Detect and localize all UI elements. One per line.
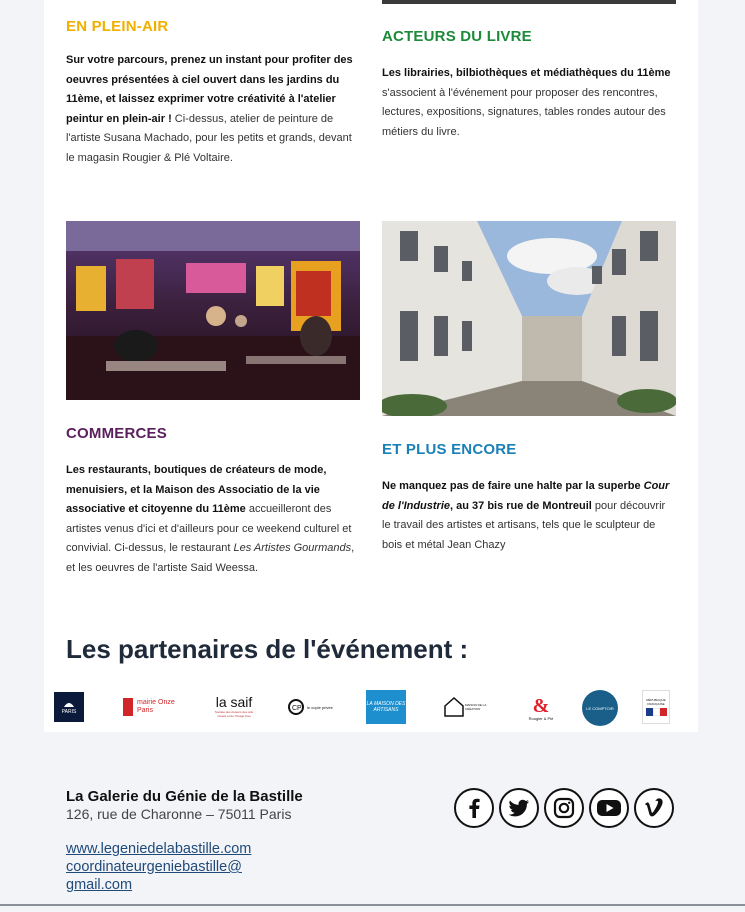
section-text-commerces [66, 461, 360, 578]
section-plus-encore [382, 441, 676, 555]
section-bold-commerces: Les restaurants, boutiques de créateurs de mode, menuisiers, et la Maison des Associatio de la vie associative et citoyenne du 11ème [66, 464, 327, 515]
paris-logo[interactable]: PARIS [54, 692, 84, 722]
footer-gallery-name: La Galerie du Génie de la Bastille [66, 788, 303, 805]
section-acteurs-du-livre [382, 28, 676, 142]
section-title-plein-air: EN PLEIN-AIR [66, 18, 169, 35]
footer-divider [0, 904, 745, 906]
section-body-commerces-end: , et les oeuvres de l'artiste Said Weessa. [66, 542, 355, 574]
footer-address: 126, rue de Charonne – 75011 Paris [66, 806, 292, 822]
maison-artisans-logo[interactable]: LA MAISON DES ARTISANS [366, 690, 406, 724]
youtube-icon [596, 798, 622, 818]
twitter-button[interactable] [499, 788, 539, 828]
section-bold-italic-plus-encore: Cour de l'Industrie [382, 480, 670, 512]
footer-website-link[interactable]: www.legeniedelabastille.com [66, 841, 252, 857]
restaurant-photo [66, 221, 360, 400]
republique-francaise-logo[interactable]: RÉPUBLIQUE FRANÇAISE [642, 690, 670, 724]
partner-logos [52, 688, 682, 728]
rougier-ple-logo[interactable]: & Rougier & Plé [528, 694, 554, 721]
cp-logo[interactable]: CP le cople privée [284, 698, 342, 716]
comptoir-logo[interactable]: LE COMPTOIR [582, 690, 618, 726]
section-title-plus-encore: ET PLUS ENCORE [382, 441, 517, 458]
section-title-commerces: COMMERCES [66, 425, 167, 442]
footer-email-link-continued[interactable]: gmail.com [66, 877, 133, 893]
section-body-plein-air: Ci-dessus, atelier de peinture de l'artiste Susana Machado, pour les petits et grands, devant le magasin Rougier & Plé Voltaire. [66, 112, 352, 164]
section-body-commerces: accueilleront des artistes venus d'ici et d'ailleurs pour ce weekend culturel et convivial. Ci-dessus, le restaurant [66, 503, 352, 554]
vimeo-icon [643, 798, 665, 818]
section-body-acteurs-du-livre: s'associent à l'événement pour proposer des rencontres, lectures, expositions, signatures, tables rondes autour des métiers du livre. [382, 86, 666, 138]
svg-text:CP: CP [292, 705, 302, 712]
instagram-button[interactable] [544, 788, 584, 828]
section-italic-commerces: Les Artistes Gourmands [233, 542, 352, 554]
maison-creation-logo[interactable]: MAISON DE LA CRÉATION [442, 694, 502, 720]
section-plein-air [66, 18, 360, 168]
section-text-plein-air [66, 51, 360, 168]
section-text-acteurs-du-livre [382, 64, 676, 142]
image-strip-top [382, 0, 676, 4]
section-commerces [66, 425, 360, 578]
section-bold-plus-encore: Ne manquez pas de faire une halte par la superbe [382, 480, 644, 492]
youtube-button[interactable] [589, 788, 629, 828]
vimeo-button[interactable] [634, 788, 674, 828]
section-text-plus-encore [382, 477, 676, 555]
section-bold-plus-encore-2: , au 37 bis rue de Montreuil [450, 499, 592, 512]
footer-email-link[interactable]: coordinateurgeniebastille@ [66, 859, 242, 875]
instagram-icon [553, 797, 575, 819]
courtyard-photo [382, 221, 676, 416]
house-icon [443, 696, 465, 718]
section-bold-acteurs-du-livre: Les librairies, bilbiothèques et médiathèques du 11ème [382, 67, 671, 79]
mairie-onze-logo[interactable]: mairie Onze Paris [120, 696, 184, 718]
twitter-icon [508, 799, 530, 817]
facebook-icon [465, 797, 483, 819]
cp-icon [287, 698, 305, 716]
section-title-acteurs-du-livre: ACTEURS DU LIVRE [382, 28, 532, 45]
ampersand-icon: & [532, 694, 550, 717]
mairie-onze-mark [123, 698, 133, 716]
facebook-button[interactable] [454, 788, 494, 828]
saif-logo[interactable]: la saif Société des Auteurs des arts visuels et de l'Image Fixe [214, 694, 254, 718]
french-flag-icon [646, 708, 667, 716]
section-body-plus-encore: pour découvrir le travail des artistes et artisans, tels que le sculpteur de bois et métal Jean Chazy [382, 499, 666, 551]
section-bold-plein-air: Sur votre parcours, prenez un instant pour profiter des oeuvres présentées à ciel ouvert dans les jardins du 11ème, et laissez exprimer votre créativité à l'atelier peintur en plein-air ! [66, 54, 353, 125]
partners-title: Les partenaires de l'événement : [66, 634, 469, 664]
